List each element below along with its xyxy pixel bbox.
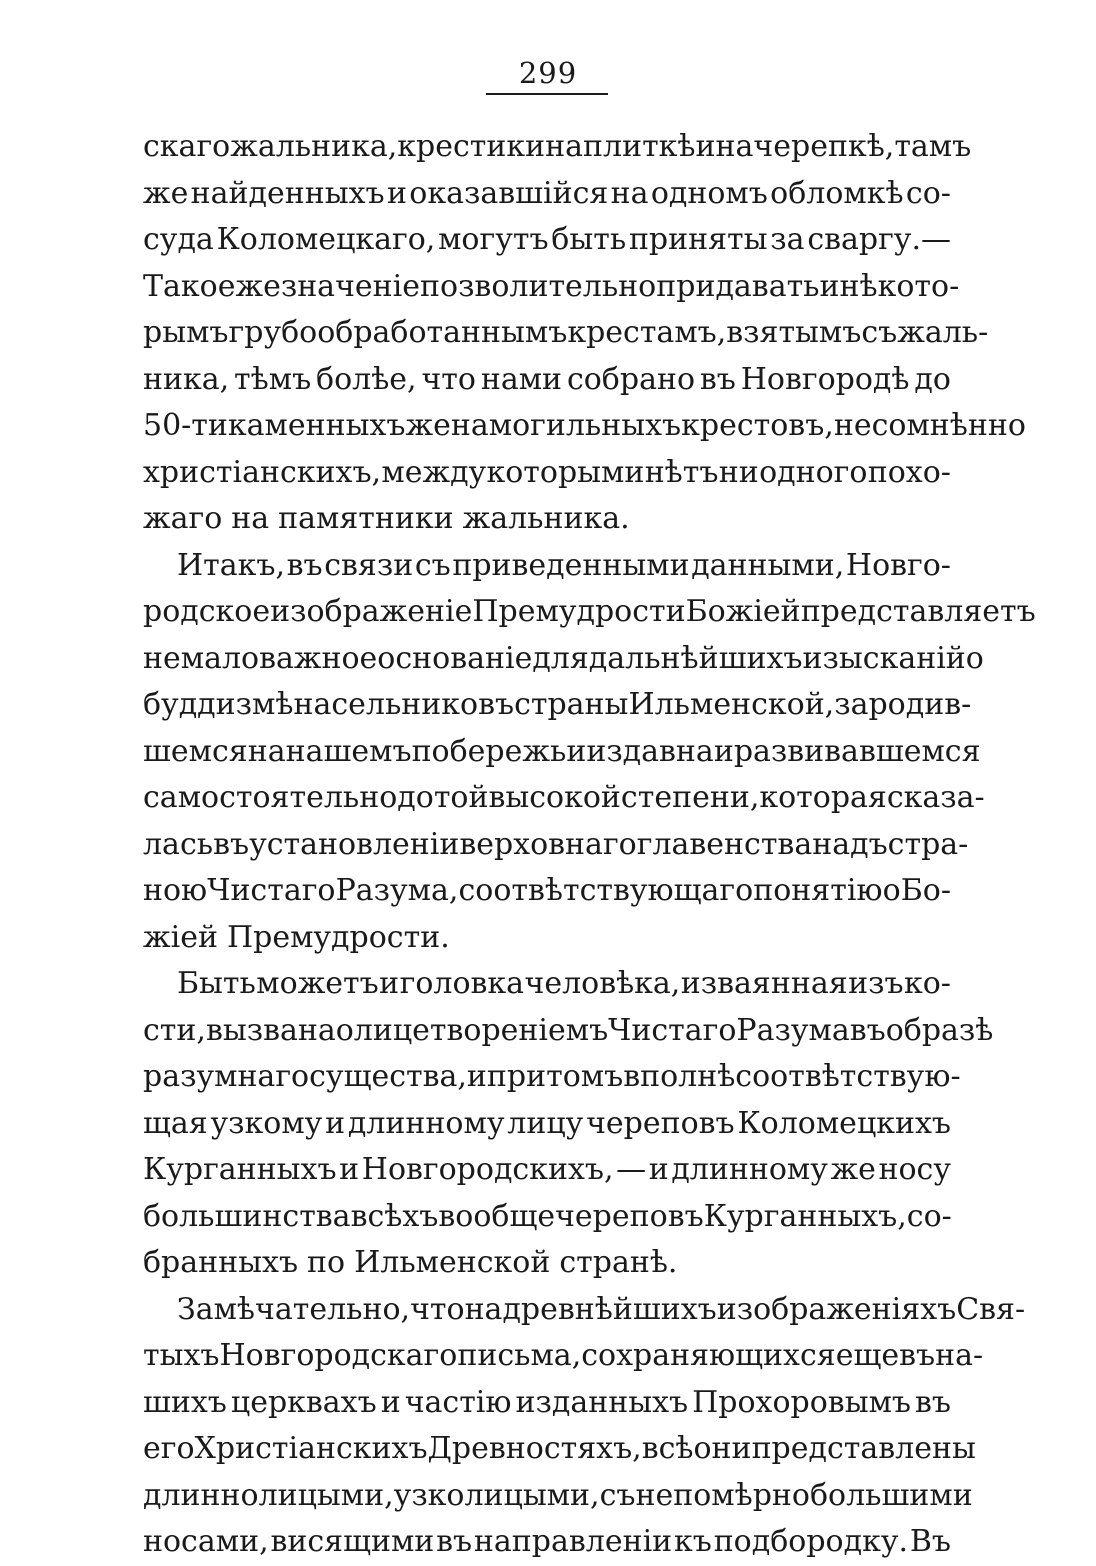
word: изысканій [802,640,966,676]
word: соотвѣтствующаго [458,873,754,908]
text-line [143,729,981,776]
word: Свя- [956,1291,1026,1327]
word: на [231,501,270,536]
word: ни [718,454,759,490]
word: крестики [397,129,546,164]
word: бранныхъ [143,1245,299,1280]
text-line [143,961,951,1008]
word: длинному [671,1152,828,1187]
word: о [965,640,984,676]
word: — [616,1152,647,1187]
word: до [914,361,951,397]
word: нами [480,361,563,397]
word: болѣе, [316,361,417,397]
word: длинному [347,1105,505,1141]
word: представляетъ [800,594,1036,629]
word: той [433,780,489,815]
word: же [405,408,451,443]
word: Итакъ, [177,547,286,583]
word: взятымъ [726,315,862,350]
word: въ [436,1524,473,1559]
word: шихъ [143,1384,227,1420]
text-line [143,1333,984,1380]
word: значеніе [280,268,421,304]
text-line [143,357,951,404]
word: буддизмѣ [143,687,294,722]
word: 50-ти [143,408,228,443]
word: которая [759,780,887,815]
word: изображеніяхъ [716,1291,957,1327]
word: олицетвореніемъ [335,1012,609,1048]
text-line [143,403,1026,450]
word: на [610,175,649,211]
word: каменныхъ [227,408,406,443]
word: большинства [143,1198,351,1234]
text-line [143,1287,1026,1334]
word: череповъ [555,1198,704,1234]
word: еще [835,1338,900,1373]
word: Новгородскихъ, [361,1152,614,1187]
word: зародив- [834,687,972,722]
word: установленіи [249,826,460,862]
word: Коломецкихъ [737,1105,951,1141]
word: степени, [620,780,760,815]
word: Разума, [335,873,459,908]
word: сохраняющихся [581,1338,836,1373]
text-line [143,775,985,822]
word: плиткѣ [583,129,696,164]
word: щая [143,1105,208,1141]
word: носами, [143,1524,269,1559]
word: сти, [143,1012,206,1048]
word: рымъ [143,315,229,350]
page-number-rule [486,93,608,95]
text-line [143,1426,976,1473]
word: Быть [177,966,256,1001]
word: длиннолицыми, [143,1477,394,1513]
word: тыхъ [143,1338,220,1373]
word: несомнѣнно [833,408,1026,443]
word: суда [143,222,214,257]
word: изваянная [680,966,848,1001]
word: Древностяхъ, [427,1431,642,1466]
word: надъ [812,826,888,862]
word: Коломецкаго, [216,222,436,257]
word: ника, [143,361,230,397]
word: на [545,129,584,164]
text-line [143,822,969,869]
word: и [380,1384,401,1420]
text-line [143,1240,951,1287]
word: оказавшійся [409,175,609,211]
word: найденныхъ [190,175,385,211]
word: же [235,268,281,304]
word: же [143,175,189,211]
word: образѣ [885,1012,994,1048]
word: изображеніе [270,594,473,629]
text-line [143,915,951,962]
text-line [143,171,951,218]
word: соотвѣтствую- [735,1059,961,1094]
word: могутъ [438,222,549,257]
word: понятію [753,873,883,908]
word: письма, [457,1338,582,1373]
text-line [143,310,989,357]
page-number: 299 [518,56,578,90]
word: представлены [751,1431,976,1466]
word: издавна [586,733,714,769]
word: главенства [636,826,813,862]
word: собрано [566,361,696,397]
text-line [143,1194,951,1241]
word: придавать [656,268,820,304]
word: жаго [143,501,223,536]
word: изданныхъ [515,1384,689,1420]
word: и [325,1105,346,1141]
word: они [693,1431,752,1466]
word: же [830,1152,876,1187]
text-line [143,1054,961,1101]
word: и [466,1059,487,1094]
word: на [715,129,754,164]
body-text [143,124,1036,1566]
word: и [379,966,400,1001]
word: въ [213,826,250,862]
word: Ильменской [354,1245,551,1280]
word: ко- [903,966,951,1001]
word: Чистаго [608,1012,737,1048]
word: скаго [143,129,231,164]
word: данными, [691,547,845,583]
word: за [770,222,805,257]
word: Разума [736,1012,850,1048]
word: развивавшемся [733,733,981,769]
word: что [410,1291,465,1327]
text-line [143,1473,973,1520]
word: съ [861,315,898,350]
text-line [143,1147,951,1194]
word: узкому [210,1105,323,1141]
word: для [532,640,589,676]
word: приведенными [452,547,690,583]
word: о [882,873,901,908]
word: родское [143,594,271,629]
word: обработаннымъ [317,315,568,350]
word: Бо- [900,873,951,908]
text-line [143,682,972,729]
word: человѣка, [524,966,681,1001]
word: притомъ [486,1059,624,1094]
word: самостоятельно [143,780,398,815]
word: головка [399,966,525,1001]
text-line [143,1008,994,1055]
word: крестовъ, [681,408,834,443]
word: приняты [628,222,768,257]
word: которыми [486,454,645,490]
word: Курганныхъ [143,1152,337,1187]
word: череповъ [586,1105,735,1141]
text-line [143,450,951,497]
word: со- [905,175,951,211]
text-line [143,217,951,264]
word: узколицыми, [393,1477,600,1513]
word: Прохоровымъ [692,1384,911,1420]
word: сваргу.— [807,222,951,257]
word: и [713,733,734,769]
word: существа, [309,1059,467,1094]
word: Новгородѣ [740,361,910,397]
word: Такое [143,268,236,304]
text-line [143,264,960,311]
word: лась [143,826,214,862]
word: нашемъ [285,733,412,769]
word: частію [404,1384,512,1420]
word: позволительно [420,268,657,304]
word: тѣмъ [234,361,312,397]
word: до [397,780,434,815]
word: что [421,361,476,397]
word: нѣтъ [644,454,719,490]
word: одного [759,454,868,490]
word: Курганныхъ, [703,1198,907,1234]
word: вполнѣ [623,1059,736,1094]
word: Новго- [845,547,951,583]
word: страны [514,687,629,722]
word: памятники [278,501,454,536]
word: высокой [488,780,621,815]
word: его [143,1431,195,1466]
word: тамъ [894,129,972,164]
text-line [143,868,951,915]
word: Христіанскихъ [194,1431,428,1466]
word: жальника, [230,129,398,164]
word: похо- [867,454,951,490]
word: обломкѣ [770,175,904,211]
word: связи [324,547,414,583]
word: всѣхъ [350,1198,439,1234]
word: верховнаго [459,826,637,862]
word: лицу [507,1105,584,1141]
word: вообще [438,1198,556,1234]
word: основаніе [377,640,533,676]
word: крестамъ, [567,315,727,350]
word: шемся [143,733,248,769]
word: изъ [848,966,904,1001]
word: большими [809,1477,973,1513]
word: всѣ [641,1431,694,1466]
word: и [819,268,840,304]
word: подбородку. [713,1524,909,1559]
word: можетъ [256,966,379,1001]
text-line [143,1101,951,1148]
word: немаловажное [143,640,378,676]
word: непомѣрно [635,1477,810,1513]
word: въ [915,1384,951,1420]
word: между [381,454,487,490]
word: жальника. [462,501,630,536]
word: одномъ [650,175,768,211]
text-line [143,636,984,683]
word: ною [143,873,208,908]
word: грубо [228,315,318,350]
word: Въ [909,1524,951,1559]
word: на- [935,1338,984,1373]
word: и [386,175,407,211]
word: древнѣйшихъ [502,1291,717,1327]
word: вызвана [205,1012,336,1048]
word: направленіи [473,1524,673,1559]
word: съ [599,1477,636,1513]
word: Премудрости [472,594,686,629]
word: Новгородскаго [219,1338,458,1373]
text-line [143,589,1036,636]
word: христіанскихъ, [143,454,382,490]
word: Замѣчательно, [177,1291,411,1327]
text-line [143,1380,951,1427]
word: Ильменской, [628,687,835,722]
word: церквахъ [230,1384,377,1420]
word: въ [899,1338,936,1373]
word: и [648,1152,669,1187]
word: носу [878,1152,951,1187]
word: побережьи [411,733,587,769]
word: къ [674,1524,712,1559]
word: сказа- [886,780,985,815]
word: съ [414,547,451,583]
text-line [143,543,951,590]
word: Премудрости. [226,919,450,955]
word: нѣкото- [839,268,960,304]
word: въ [849,1012,886,1048]
word: стра- [887,826,969,862]
word: жаль- [897,315,989,350]
word: намогильныхъ [450,408,682,443]
word: висящими [270,1524,435,1559]
text-line [143,496,951,543]
word: черепкѣ, [753,129,895,164]
word: насельниковъ [293,687,515,722]
word: и [695,129,716,164]
word: по [307,1245,346,1280]
word: быть [551,222,627,257]
word: въ [286,547,323,583]
word: на [247,733,286,769]
word: Божіей [685,594,801,629]
word: и [339,1152,360,1187]
word: странѣ. [559,1245,678,1280]
word: со- [906,1198,952,1234]
word: Чистаго [207,873,336,908]
word: дальнѣйшихъ [588,640,803,676]
word: разумнаго [143,1059,310,1094]
word: на [464,1291,503,1327]
word: въ [699,361,736,397]
text-line [143,1519,951,1566]
text-line [143,124,972,171]
word: жіей [143,919,218,955]
